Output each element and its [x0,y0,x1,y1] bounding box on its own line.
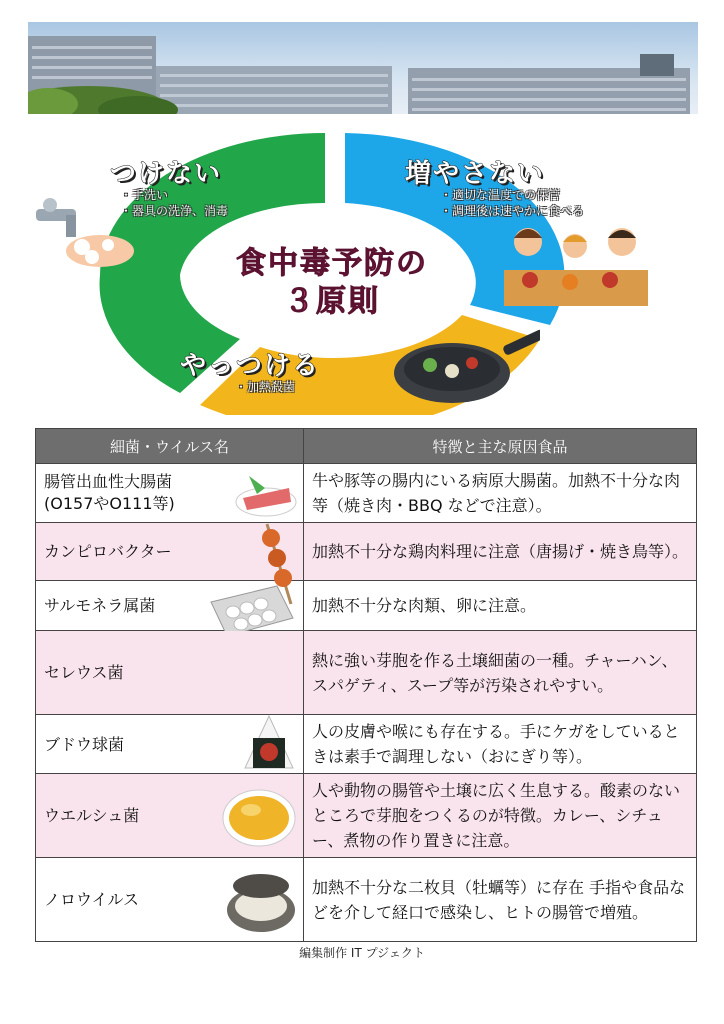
apartment-buildings-photo [28,22,698,114]
column-header-desc: 特徴と主な原因食品 [304,429,697,464]
banner-photo [28,22,698,114]
family-eating-icon [500,220,650,310]
bullet: ・適切な温度での保管 [440,188,561,202]
germ-name-cell [36,523,304,581]
column-header-name: 細菌・ウイルス名 [36,429,304,464]
germ-desc: 熱に強い芽胞を作る土壌細菌の一種。チャーハン、スパゲティ、スープ等が汚染されやすい。 [304,631,697,715]
table-row [36,631,697,715]
germ-name: セレウス菌 [44,663,124,682]
germ-name: サルモネラ属菌 [44,596,156,615]
frying-pan-icon [390,325,540,407]
center-title-line2: ３原則 [284,284,380,319]
bullet: ・調理後は速やかに食べる [440,204,585,218]
segment-title-fuyasanai: 増やさない [405,159,546,189]
curry-icon [221,784,297,848]
germ-desc: 加熱不十分な肉類、卵に注意。 [304,581,697,631]
table-row [36,774,697,858]
table-header-row [36,429,697,464]
raw-meat-icon [235,468,297,518]
table-row [36,523,697,581]
germ-name-cell [36,581,304,631]
germ-desc: 人や動物の腸管や土壌に広く生息する。酸素のないところで芽胞をつくるのが特徴。カレー、シチュー、煮物の作り置きに注意。 [304,774,697,858]
center-title-line1: 食中毒予防の [236,246,428,281]
bullet: ・器具の洗浄、消毒 [120,204,229,218]
table-row [36,858,697,942]
germ-name-cell [36,774,304,858]
segment-title-yattsukeru: やっつける [180,351,321,381]
bullet: ・加熱殺菌 [235,380,296,394]
bullet: ・手洗い [120,188,169,202]
three-principles-diagram [70,125,590,415]
germ-desc: 加熱不十分な鶏肉料理に注意（唐揚げ・焼き鳥等）。 [304,523,697,581]
onigiri-icon [241,712,297,776]
table-row [36,581,697,631]
germ-name-cell [36,631,304,715]
footer-credit: 編集制作 IT プジェクト [299,946,425,960]
germ-name: ノロウイルス [44,890,140,909]
table-row [36,715,697,774]
germ-name: ブドウ球菌 [44,734,125,754]
germ-table [35,428,697,942]
segment-bullets-fuyasanai [440,187,584,219]
faucet-handwashing-icon [30,195,140,275]
segment-bullets-yattsukeru [235,379,295,395]
germ-desc: 加熱不十分な二枚貝（牡蠣等）に存在 手指や食品などを介して経口で感染し、ヒトの腸管で増殖。 [304,858,697,942]
table-row [36,464,697,523]
germ-name-cell [36,715,304,774]
diagram-center-title [232,245,432,321]
germ-name-cell [36,858,304,942]
segment-title-tsukenai: つけない [110,159,223,189]
germ-desc: 牛や豚等の腸内にいる病原大腸菌。加熱不十分な肉等（焼き肉・BBQ などで注意）。 [304,464,697,523]
germ-name: ウエルシュ菌 [44,806,140,825]
germ-desc: 人の皮膚や喉にも存在する。手にケガをしているときは素手で調理しない（おにぎり等）。 [304,715,697,774]
germ-name-cell [36,464,304,523]
germ-name: カンピロバクター [44,542,172,561]
oyster-icon [225,866,297,934]
germ-name: 腸管出血性大腸菌 (O157やO111等) [44,472,175,513]
